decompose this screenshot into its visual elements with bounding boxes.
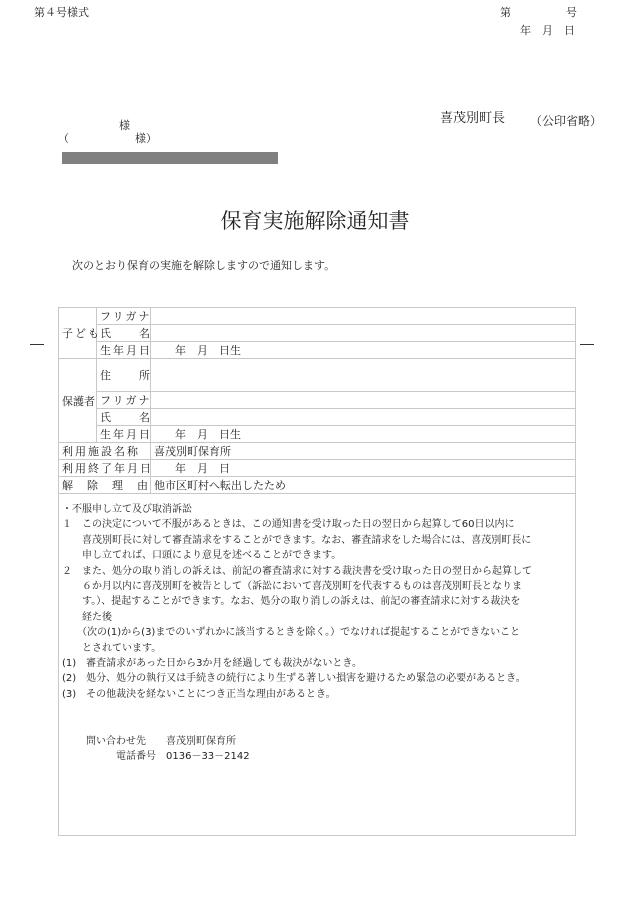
recipient-paren: （ 様）: [58, 132, 157, 145]
note-line: ６か月以内に喜茂別町を被告として（訴訟において喜茂別町を代表するものは喜茂別町長となりま: [62, 581, 522, 593]
note-line: 経た後: [62, 611, 112, 623]
document-title: 保育実施解除通知書: [220, 209, 410, 233]
note-line: (2) 処分、処分の執行又は手続きの続行により生ずる著しい損害を避けるため緊急の必要があるとき。: [62, 673, 526, 685]
guardian-name-value: [151, 409, 576, 426]
child-birthdate-label: 生年月日: [97, 342, 151, 359]
note-line: １ この決定について不服があるときは、この通知書を受け取った日の翌日から起算して60日以内に: [62, 519, 515, 531]
seal-note: （公印省略）: [530, 114, 603, 128]
fold-mark-left: [30, 344, 44, 345]
reason-value: 他市区町村へ転出したため: [151, 477, 576, 494]
tel-label: 電話番号: [116, 751, 156, 762]
redaction-bar: [62, 152, 278, 164]
note-line: す。）、提起することができます。なお、処分の取り消しの訴えは、前記の審査請求に対する裁決を: [62, 596, 521, 608]
guardian-birthdate-value: 年 月 日生: [151, 426, 576, 443]
child-furigana-label: フリガナ: [97, 308, 151, 325]
note-line: (3) その他裁決を経ないことにつき正当な理由があるとき。: [62, 688, 336, 700]
contact-org: 喜茂別町保育所: [166, 736, 236, 747]
note-line: ２ また、処分の取り消しの訴えは、前記の審査請求に対する裁決書を受け取った日の翌日から起算して: [62, 565, 532, 577]
child-name-value: [151, 325, 576, 342]
guardian-name-label: 氏 名: [97, 409, 151, 426]
notice-form-table: [58, 307, 576, 494]
contact-info: [86, 734, 250, 764]
guardian-birthdate-label: 生年月日: [97, 426, 151, 443]
child-birthdate-value: 年 月 日生: [151, 342, 576, 359]
fold-mark-right: [580, 344, 594, 345]
guardian-furigana-label: フリガナ: [97, 392, 151, 409]
guardian-furigana-value: [151, 392, 576, 409]
tel-number: 0136－33－2142: [166, 751, 250, 762]
guardian-group-label: 保護者: [59, 359, 97, 443]
reason-label: 解除理由: [59, 477, 151, 494]
end-date-label: 利用終了年月日: [59, 460, 151, 477]
facility-value: 喜茂別町保育所: [151, 443, 576, 460]
note-line: （次の(1)から(3)までのいずれかに該当するときを除く。）でなければ提起することができないこと: [62, 627, 521, 639]
child-name-label: 氏 名: [97, 325, 151, 342]
contact-label: 問い合わせ先: [86, 736, 146, 747]
note-line: 申し立てれば、口頭により意見を述べることができます。: [62, 550, 342, 562]
child-furigana-value: [151, 308, 576, 325]
form-number: 第４号様式: [34, 6, 89, 19]
child-group-label: 子ども: [59, 308, 97, 359]
guardian-address-label: 住 所: [97, 359, 151, 392]
note-line: とされています。: [62, 642, 162, 654]
guardian-address-value: [151, 359, 576, 392]
note-line: (1) 審査請求があった日から3か月を経過しても裁決がないとき。: [62, 658, 363, 670]
note-line: 喜茂別町長に対して審査請求をすることができます。なお、審査請求をした場合には、喜茂別町長に: [62, 534, 532, 546]
note-line: ・不服申し立て及び取消訴訟: [62, 504, 192, 515]
appeal-notes: [62, 502, 532, 702]
end-date-value: 年 月 日: [151, 460, 576, 477]
facility-label: 利用施設名称: [59, 443, 151, 460]
document-date: 年 月 日: [520, 24, 575, 37]
document-number: 第 号: [500, 6, 577, 19]
lead-text: 次のとおり保育の実施を解除しますので通知します。: [72, 259, 336, 272]
issuer-name: 喜茂別町長: [440, 111, 506, 126]
recipient-honorific: 様: [119, 119, 130, 132]
